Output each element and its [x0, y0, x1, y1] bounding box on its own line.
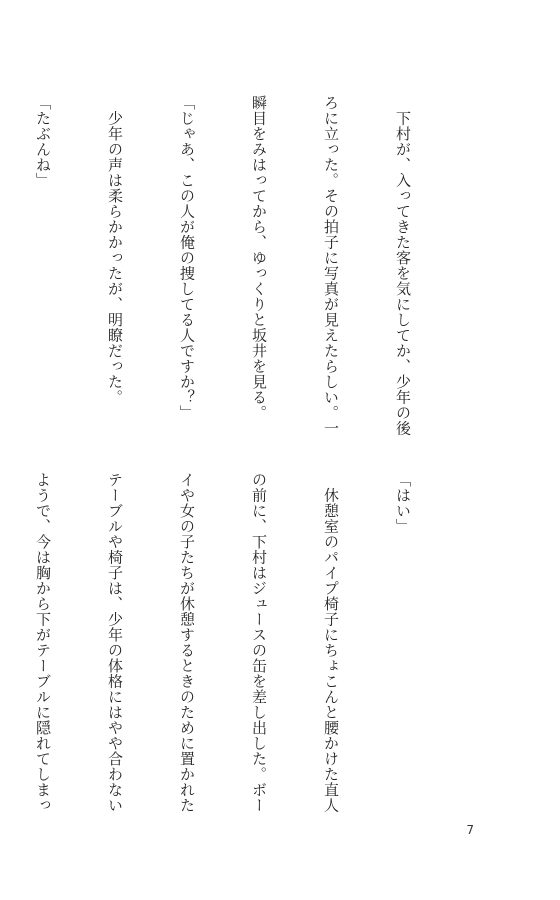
text-line: イや女の子たちが休憩するときのために置かれた	[178, 472, 196, 813]
text-line: 休憩室のパイプ椅子にちょこんと腰かけた直人	[322, 472, 340, 813]
text-line: 少年の声は柔らかかったが、明瞭だった。	[106, 95, 124, 405]
text-line: 下村が、入ってきた客を気にしてか、少年の後	[394, 95, 412, 436]
text-line: 「はい」	[394, 472, 412, 534]
page-number: 7	[466, 823, 474, 837]
text-block-lower	[0, 472, 463, 812]
text-block-upper	[0, 95, 463, 435]
text-line: ろに立った。その拍子に写真が見えたらしい。一	[322, 95, 340, 436]
text-line: 瞬目をみはってから、ゆっくりと坂井を見る。	[250, 95, 268, 421]
text-line: 「たぶんね」	[34, 95, 52, 188]
text-line: 「じゃあ、この人が俺の捜してる人ですか？」	[178, 95, 196, 421]
text-line: の前に、下村はジュースの缶を差し出した。ボー	[250, 472, 268, 813]
text-line: ようで、今は胸から下がテーブルに隠れてしまっ	[34, 472, 52, 813]
text-line: テーブルや椅子は、少年の体格にはやや合わない	[106, 472, 124, 813]
